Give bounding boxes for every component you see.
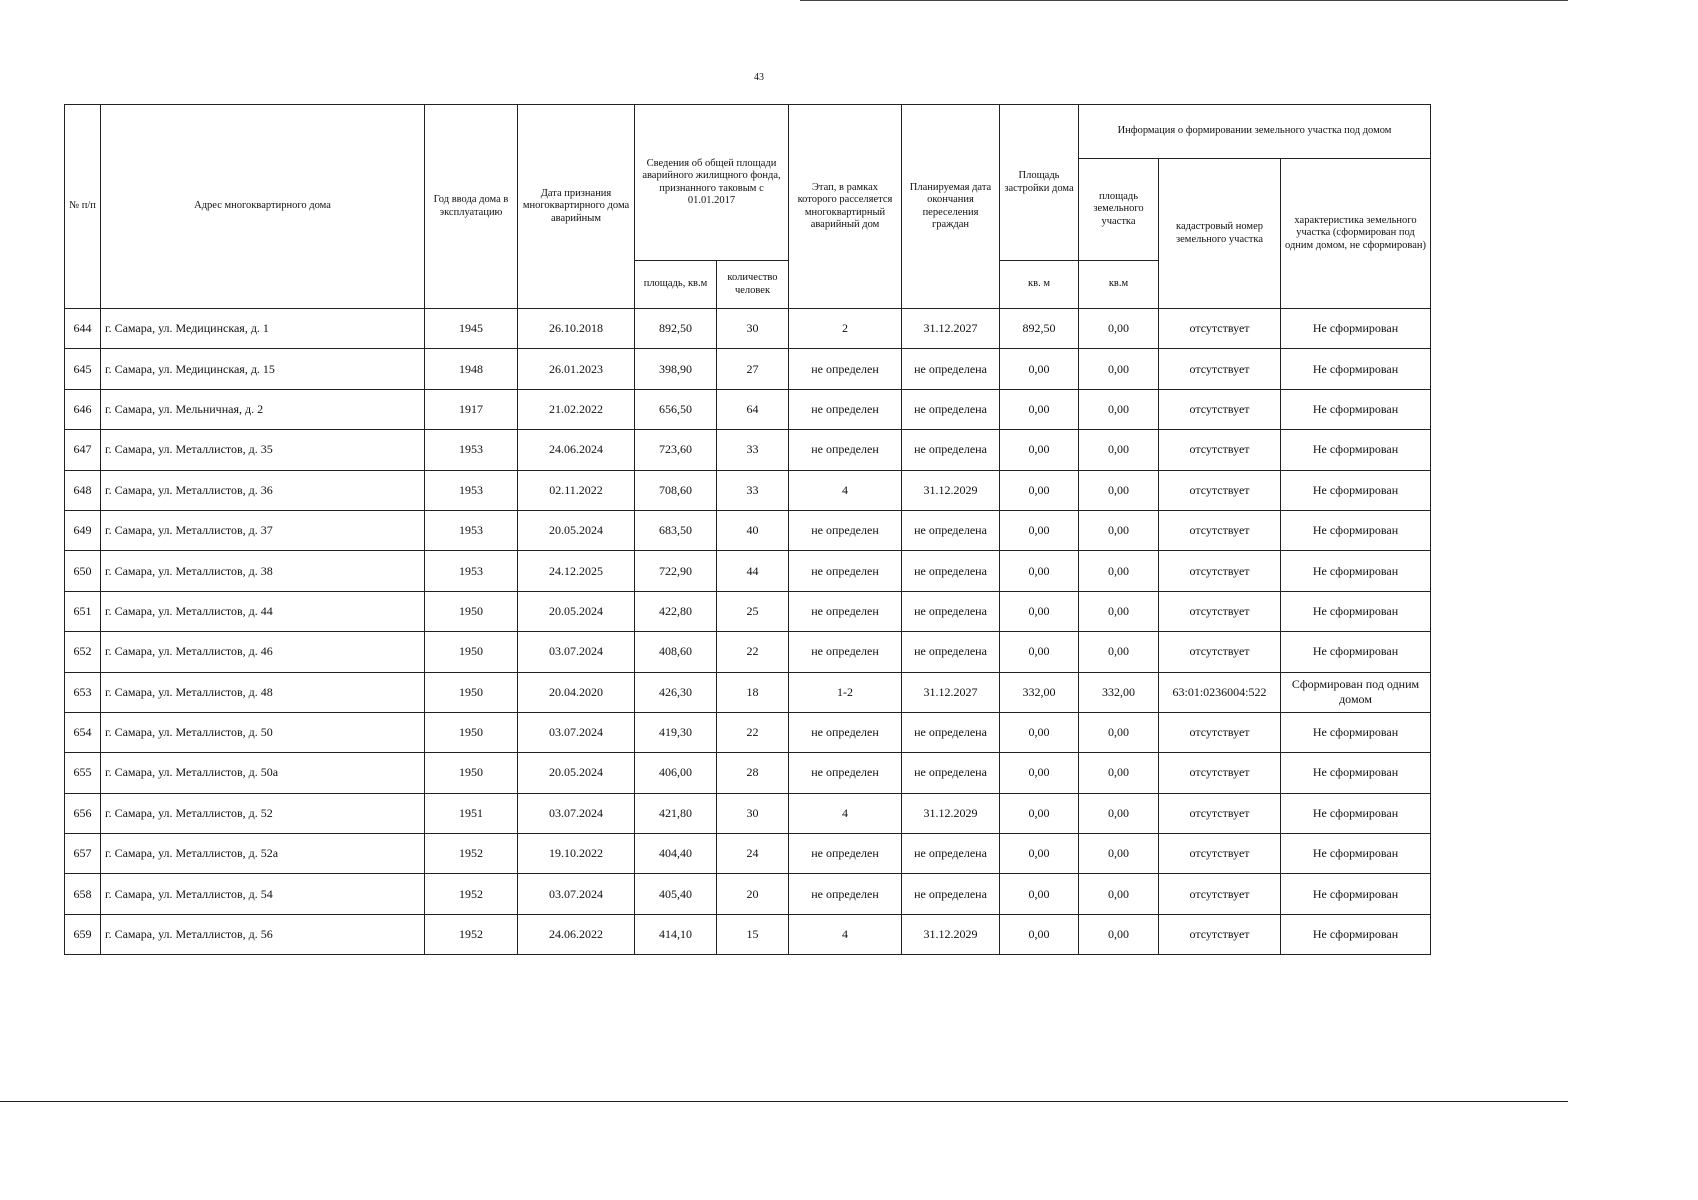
cell-built-area: 0,00: [1000, 632, 1079, 672]
cell-year: 1953: [425, 510, 518, 550]
cell-built-area: 0,00: [1000, 753, 1079, 793]
cell-num: 644: [65, 309, 101, 349]
registry-table-container: [64, 104, 1430, 955]
cell-stage: не определен: [789, 430, 902, 470]
header-land-info: Информация о формировании земельного участка под домом: [1079, 105, 1431, 159]
cell-num: 651: [65, 591, 101, 631]
cell-num: 656: [65, 793, 101, 833]
cell-built-area: 0,00: [1000, 551, 1079, 591]
cell-recognition-date: 03.07.2024: [518, 632, 635, 672]
header-land-area-unit: кв.м: [1079, 261, 1159, 309]
header-built-area: Площадь застройки дома: [1000, 105, 1079, 261]
cell-cadastral: отсутствует: [1159, 309, 1281, 349]
cell-area: 723,60: [635, 430, 717, 470]
cell-land-status: Не сформирован: [1281, 591, 1431, 631]
cell-land-status: Не сформирован: [1281, 712, 1431, 752]
cell-built-area: 0,00: [1000, 834, 1079, 874]
cell-people: 15: [717, 914, 789, 954]
cell-land-status: Не сформирован: [1281, 874, 1431, 914]
table-row: [65, 753, 1431, 793]
cell-year: 1950: [425, 712, 518, 752]
cell-built-area: 0,00: [1000, 430, 1079, 470]
cell-cadastral: отсутствует: [1159, 430, 1281, 470]
cell-people: 33: [717, 430, 789, 470]
cell-people: 30: [717, 309, 789, 349]
cell-land-area: 0,00: [1079, 712, 1159, 752]
cell-year: 1945: [425, 309, 518, 349]
cell-num: 647: [65, 430, 101, 470]
cell-year: 1950: [425, 672, 518, 712]
cell-land-status: Не сформирован: [1281, 389, 1431, 429]
cell-stage: не определен: [789, 753, 902, 793]
cell-land-status: Не сформирован: [1281, 309, 1431, 349]
cell-year: 1948: [425, 349, 518, 389]
cell-recognition-date: 20.05.2024: [518, 753, 635, 793]
cell-recognition-date: 20.04.2020: [518, 672, 635, 712]
cell-land-status: Не сформирован: [1281, 510, 1431, 550]
cell-address: г. Самара, ул. Металлистов, д. 50а: [101, 753, 425, 793]
cell-built-area: 0,00: [1000, 874, 1079, 914]
cell-built-area: 0,00: [1000, 389, 1079, 429]
header-land-area: площадь земельного участка: [1079, 159, 1159, 261]
table-row: [65, 470, 1431, 510]
cell-cadastral: отсутствует: [1159, 591, 1281, 631]
cell-land-area: 0,00: [1079, 349, 1159, 389]
cell-num: 652: [65, 632, 101, 672]
cell-planned-end: не определена: [902, 349, 1000, 389]
cell-built-area: 0,00: [1000, 510, 1079, 550]
cell-recognition-date: 03.07.2024: [518, 793, 635, 833]
cell-num: 655: [65, 753, 101, 793]
cell-address: г. Самара, ул. Металлистов, д. 50: [101, 712, 425, 752]
table-row: [65, 672, 1431, 712]
cell-land-status: Не сформирован: [1281, 430, 1431, 470]
emergency-housing-table: [64, 104, 1431, 955]
cell-address: г. Самара, ул. Медицинская, д. 1: [101, 309, 425, 349]
cell-area: 892,50: [635, 309, 717, 349]
cell-stage: не определен: [789, 712, 902, 752]
cell-planned-end: 31.12.2027: [902, 309, 1000, 349]
table-body: [65, 309, 1431, 955]
cell-planned-end: 31.12.2027: [902, 672, 1000, 712]
cell-land-area: 0,00: [1079, 914, 1159, 954]
cell-area: 408,60: [635, 632, 717, 672]
cell-cadastral: отсутствует: [1159, 470, 1281, 510]
header-people: количество человек: [717, 261, 789, 309]
header-cadastral: кадастровый номер земельного участка: [1159, 159, 1281, 309]
cell-stage: не определен: [789, 349, 902, 389]
cell-people: 33: [717, 470, 789, 510]
cell-land-area: 0,00: [1079, 874, 1159, 914]
table-row: [65, 914, 1431, 954]
cell-area: 398,90: [635, 349, 717, 389]
cell-land-area: 332,00: [1079, 672, 1159, 712]
cell-address: г. Самара, ул. Металлистов, д. 35: [101, 430, 425, 470]
cell-land-area: 0,00: [1079, 591, 1159, 631]
cell-cadastral: отсутствует: [1159, 834, 1281, 874]
cell-planned-end: не определена: [902, 874, 1000, 914]
cell-cadastral: отсутствует: [1159, 753, 1281, 793]
cell-area: 406,00: [635, 753, 717, 793]
cell-stage: 1-2: [789, 672, 902, 712]
cell-planned-end: 31.12.2029: [902, 914, 1000, 954]
cell-stage: не определен: [789, 591, 902, 631]
cell-num: 659: [65, 914, 101, 954]
cell-num: 645: [65, 349, 101, 389]
cell-stage: 4: [789, 793, 902, 833]
cell-num: 648: [65, 470, 101, 510]
cell-area: 404,40: [635, 834, 717, 874]
table-row: [65, 874, 1431, 914]
cell-planned-end: не определена: [902, 632, 1000, 672]
cell-planned-end: не определена: [902, 551, 1000, 591]
scan-bottom-rule: [0, 1101, 1568, 1102]
cell-year: 1950: [425, 591, 518, 631]
cell-area: 414,10: [635, 914, 717, 954]
cell-land-status: Не сформирован: [1281, 914, 1431, 954]
cell-address: г. Самара, ул. Металлистов, д. 52: [101, 793, 425, 833]
header-area: площадь, кв.м: [635, 261, 717, 309]
cell-recognition-date: 20.05.2024: [518, 510, 635, 550]
table-row: [65, 349, 1431, 389]
cell-people: 27: [717, 349, 789, 389]
cell-planned-end: не определена: [902, 712, 1000, 752]
cell-area: 708,60: [635, 470, 717, 510]
cell-address: г. Самара, ул. Металлистов, д. 37: [101, 510, 425, 550]
cell-cadastral: отсутствует: [1159, 793, 1281, 833]
cell-land-area: 0,00: [1079, 309, 1159, 349]
cell-recognition-date: 20.05.2024: [518, 591, 635, 631]
cell-planned-end: 31.12.2029: [902, 793, 1000, 833]
cell-year: 1950: [425, 632, 518, 672]
cell-year: 1951: [425, 793, 518, 833]
cell-address: г. Самара, ул. Металлистов, д. 56: [101, 914, 425, 954]
cell-land-status: Сформирован под одним домом: [1281, 672, 1431, 712]
cell-land-area: 0,00: [1079, 753, 1159, 793]
cell-land-status: Не сформирован: [1281, 834, 1431, 874]
table-row: [65, 712, 1431, 752]
header-address: Адрес многоквартирного дома: [101, 105, 425, 309]
cell-year: 1953: [425, 430, 518, 470]
cell-num: 649: [65, 510, 101, 550]
cell-year: 1952: [425, 914, 518, 954]
cell-cadastral: отсутствует: [1159, 389, 1281, 429]
cell-stage: не определен: [789, 834, 902, 874]
cell-land-area: 0,00: [1079, 793, 1159, 833]
cell-recognition-date: 26.01.2023: [518, 349, 635, 389]
cell-people: 22: [717, 632, 789, 672]
cell-area: 656,50: [635, 389, 717, 429]
cell-stage: не определен: [789, 874, 902, 914]
cell-area: 683,50: [635, 510, 717, 550]
table-row: [65, 834, 1431, 874]
cell-stage: не определен: [789, 389, 902, 429]
cell-planned-end: не определена: [902, 591, 1000, 631]
cell-land-status: Не сформирован: [1281, 551, 1431, 591]
cell-stage: не определен: [789, 510, 902, 550]
cell-land-status: Не сформирован: [1281, 470, 1431, 510]
cell-planned-end: не определена: [902, 430, 1000, 470]
table-row: [65, 632, 1431, 672]
cell-recognition-date: 03.07.2024: [518, 712, 635, 752]
cell-cadastral: отсутствует: [1159, 914, 1281, 954]
cell-land-status: Не сформирован: [1281, 753, 1431, 793]
header-num: № п/п: [65, 105, 101, 309]
cell-num: 646: [65, 389, 101, 429]
cell-people: 25: [717, 591, 789, 631]
cell-year: 1950: [425, 753, 518, 793]
cell-address: г. Самара, ул. Металлистов, д. 46: [101, 632, 425, 672]
cell-address: г. Самара, ул. Металлистов, д. 48: [101, 672, 425, 712]
cell-built-area: 0,00: [1000, 793, 1079, 833]
cell-stage: 2: [789, 309, 902, 349]
cell-area: 722,90: [635, 551, 717, 591]
cell-cadastral: отсутствует: [1159, 632, 1281, 672]
table-row: [65, 793, 1431, 833]
cell-num: 657: [65, 834, 101, 874]
cell-planned-end: не определена: [902, 510, 1000, 550]
cell-land-area: 0,00: [1079, 834, 1159, 874]
cell-num: 658: [65, 874, 101, 914]
cell-stage: 4: [789, 470, 902, 510]
cell-cadastral: отсутствует: [1159, 551, 1281, 591]
cell-people: 22: [717, 712, 789, 752]
cell-area: 426,30: [635, 672, 717, 712]
cell-cadastral: отсутствует: [1159, 712, 1281, 752]
cell-cadastral: отсутствует: [1159, 510, 1281, 550]
cell-planned-end: не определена: [902, 389, 1000, 429]
cell-recognition-date: 02.11.2022: [518, 470, 635, 510]
cell-built-area: 0,00: [1000, 349, 1079, 389]
cell-built-area: 0,00: [1000, 914, 1079, 954]
cell-num: 650: [65, 551, 101, 591]
table-row: [65, 551, 1431, 591]
cell-cadastral: отсутствует: [1159, 874, 1281, 914]
cell-built-area: 332,00: [1000, 672, 1079, 712]
cell-stage: не определен: [789, 551, 902, 591]
cell-people: 64: [717, 389, 789, 429]
cell-land-area: 0,00: [1079, 430, 1159, 470]
cell-built-area: 0,00: [1000, 591, 1079, 631]
cell-stage: не определен: [789, 632, 902, 672]
cell-cadastral: 63:01:0236004:522: [1159, 672, 1281, 712]
cell-land-status: Не сформирован: [1281, 632, 1431, 672]
header-stage: Этап, в рамках которого расселяется многоквартирный аварийный дом: [789, 105, 902, 309]
cell-area: 405,40: [635, 874, 717, 914]
table-header: [65, 105, 1431, 309]
cell-recognition-date: 03.07.2024: [518, 874, 635, 914]
cell-people: 40: [717, 510, 789, 550]
table-row: [65, 389, 1431, 429]
cell-built-area: 0,00: [1000, 712, 1079, 752]
cell-year: 1953: [425, 470, 518, 510]
cell-people: 18: [717, 672, 789, 712]
cell-address: г. Самара, ул. Металлистов, д. 52а: [101, 834, 425, 874]
cell-people: 28: [717, 753, 789, 793]
cell-people: 44: [717, 551, 789, 591]
cell-area: 421,80: [635, 793, 717, 833]
cell-year: 1917: [425, 389, 518, 429]
cell-land-status: Не сформирован: [1281, 793, 1431, 833]
cell-address: г. Самара, ул. Металлистов, д. 44: [101, 591, 425, 631]
header-land-status: характеристика земельного участка (сформирован под одним домом, не сформирован): [1281, 159, 1431, 309]
cell-year: 1952: [425, 834, 518, 874]
header-recognition-date: Дата признания многоквартирного дома аварийным: [518, 105, 635, 309]
cell-recognition-date: 26.10.2018: [518, 309, 635, 349]
cell-address: г. Самара, ул. Медицинская, д. 15: [101, 349, 425, 389]
cell-recognition-date: 24.12.2025: [518, 551, 635, 591]
header-area-info: Сведения об общей площади аварийного жилищного фонда, признанного таковым с 01.01.2017: [635, 105, 789, 261]
cell-planned-end: не определена: [902, 753, 1000, 793]
cell-num: 654: [65, 712, 101, 752]
cell-address: г. Самара, ул. Мельничная, д. 2: [101, 389, 425, 429]
cell-year: 1952: [425, 874, 518, 914]
cell-land-area: 0,00: [1079, 510, 1159, 550]
header-planned-end: Планируемая дата окончания переселения граждан: [902, 105, 1000, 309]
cell-recognition-date: 19.10.2022: [518, 834, 635, 874]
cell-people: 20: [717, 874, 789, 914]
page-number: 43: [754, 72, 764, 83]
cell-address: г. Самара, ул. Металлистов, д. 54: [101, 874, 425, 914]
cell-stage: 4: [789, 914, 902, 954]
table-row: [65, 510, 1431, 550]
cell-address: г. Самара, ул. Металлистов, д. 36: [101, 470, 425, 510]
table-row: [65, 591, 1431, 631]
cell-address: г. Самара, ул. Металлистов, д. 38: [101, 551, 425, 591]
cell-planned-end: 31.12.2029: [902, 470, 1000, 510]
cell-recognition-date: 21.02.2022: [518, 389, 635, 429]
cell-land-area: 0,00: [1079, 470, 1159, 510]
scan-top-rule: [800, 0, 1568, 1]
cell-area: 422,80: [635, 591, 717, 631]
cell-land-area: 0,00: [1079, 389, 1159, 429]
cell-land-area: 0,00: [1079, 632, 1159, 672]
table-row: [65, 430, 1431, 470]
cell-built-area: 0,00: [1000, 470, 1079, 510]
cell-recognition-date: 24.06.2024: [518, 430, 635, 470]
cell-recognition-date: 24.06.2022: [518, 914, 635, 954]
cell-num: 653: [65, 672, 101, 712]
table-row: [65, 309, 1431, 349]
cell-built-area: 892,50: [1000, 309, 1079, 349]
cell-planned-end: не определена: [902, 834, 1000, 874]
cell-people: 24: [717, 834, 789, 874]
cell-land-status: Не сформирован: [1281, 349, 1431, 389]
cell-people: 30: [717, 793, 789, 833]
cell-cadastral: отсутствует: [1159, 349, 1281, 389]
header-built-area-unit: кв. м: [1000, 261, 1079, 309]
cell-area: 419,30: [635, 712, 717, 752]
cell-year: 1953: [425, 551, 518, 591]
cell-land-area: 0,00: [1079, 551, 1159, 591]
header-year: Год ввода дома в эксплуатацию: [425, 105, 518, 309]
